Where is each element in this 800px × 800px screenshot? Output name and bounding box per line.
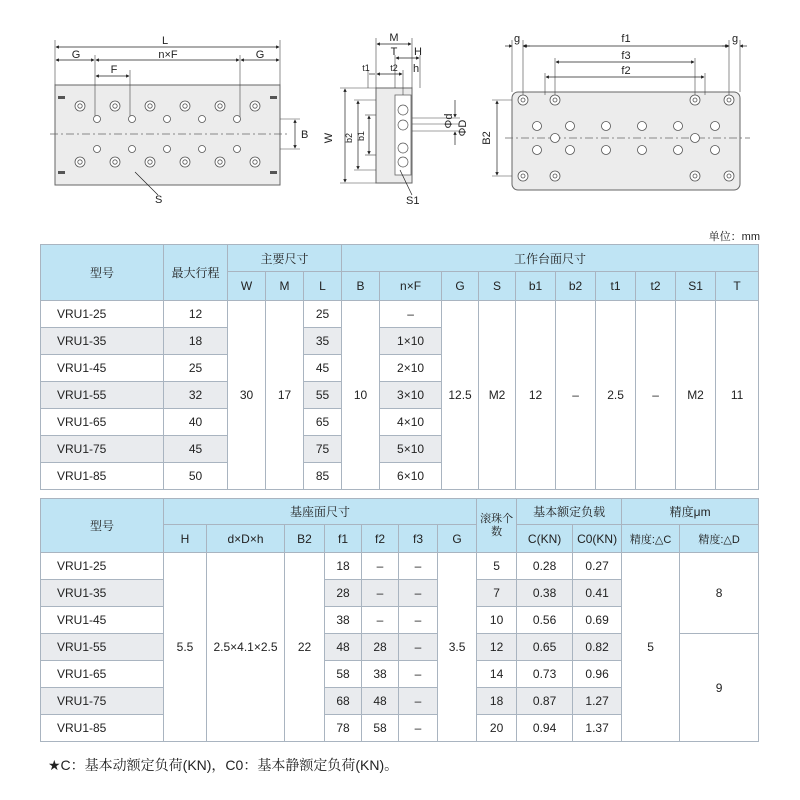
header-main-dims: 主要尺寸 [228, 245, 342, 272]
cell-f1: 78 [325, 715, 362, 742]
header-f2: f2 [362, 525, 399, 553]
cell-G: 12.5 [442, 301, 479, 490]
cell-model: VRU1-45 [41, 355, 164, 382]
cell-nxF: 2×10 [380, 355, 442, 382]
cell-S1: M2 [676, 301, 716, 490]
header-t2: t2 [636, 272, 676, 301]
cell-stroke: 18 [164, 328, 228, 355]
dim-label-f3: f3 [621, 50, 631, 62]
dim-label-G-left: G [71, 49, 81, 61]
cell-f2: 28 [362, 634, 399, 661]
cell-b2: – [556, 301, 596, 490]
dim-label-B2: B2 [481, 131, 493, 145]
dim-label-S1: S1 [406, 195, 420, 207]
cell-S: M2 [479, 301, 516, 490]
cell-L: 35 [304, 328, 342, 355]
header-S: S [479, 272, 516, 301]
cell-balls: 14 [477, 661, 517, 688]
cell-f1: 18 [325, 553, 362, 580]
cell-f3: – [399, 688, 438, 715]
cell-nxF: – [380, 301, 442, 328]
cell-balls: 7 [477, 580, 517, 607]
cell-model: VRU1-75 [41, 688, 164, 715]
header-table-dims: 工作台面尺寸 [342, 245, 759, 272]
cell-L: 25 [304, 301, 342, 328]
header-base-dims: 基座面尺寸 [164, 499, 477, 525]
cell-balls: 18 [477, 688, 517, 715]
cell-model: VRU1-65 [41, 409, 164, 436]
cell-balls: 5 [477, 553, 517, 580]
unit-note: 单位：mm [708, 231, 760, 243]
cell-f2: – [362, 553, 399, 580]
cell-b1: 12 [516, 301, 556, 490]
cell-t1: 2.5 [596, 301, 636, 490]
dim-label-phi-d: Φd [443, 113, 455, 129]
cell-f1: 58 [325, 661, 362, 688]
cell-C: 0.73 [517, 661, 573, 688]
cell-f1: 48 [325, 634, 362, 661]
dim-label-H: H [414, 46, 422, 58]
cell-f3: – [399, 661, 438, 688]
cell-model: VRU1-75 [41, 436, 164, 463]
cell-f3: – [399, 607, 438, 634]
table-row [41, 301, 759, 328]
cell-C0: 1.27 [573, 688, 622, 715]
dim-label-h: h [412, 63, 420, 75]
cell-nxF: 6×10 [380, 463, 442, 490]
dim-label-T: T [390, 46, 398, 58]
cell-L: 75 [304, 436, 342, 463]
header-G: G [438, 525, 477, 553]
header-t1: t1 [596, 272, 636, 301]
header-max-stroke: 最大行程 [164, 245, 228, 301]
spec-table-base [40, 498, 759, 742]
cell-stroke: 40 [164, 409, 228, 436]
dim-label-nxF: n×F [158, 49, 178, 61]
cell-f1: 68 [325, 688, 362, 715]
cell-balls: 12 [477, 634, 517, 661]
cell-model: VRU1-35 [41, 328, 164, 355]
header-f3: f3 [399, 525, 438, 553]
cell-model: VRU1-85 [41, 715, 164, 742]
dim-label-F: F [110, 64, 118, 76]
cell-C: 0.65 [517, 634, 573, 661]
top-view-table-body [55, 85, 280, 185]
spec-table-main [40, 244, 759, 490]
cell-f2: – [362, 580, 399, 607]
cell-stroke: 25 [164, 355, 228, 382]
dim-label-b2: b2 [344, 132, 354, 144]
cell-L: 45 [304, 355, 342, 382]
dim-label-b1: b1 [356, 130, 366, 142]
dim-label-t2: t2 [390, 63, 398, 73]
bottom-view-base [512, 92, 740, 190]
header-M: M [266, 272, 304, 301]
cell-f1: 38 [325, 607, 362, 634]
cell-f2: 48 [362, 688, 399, 715]
cell-f3: – [399, 580, 438, 607]
cell-stroke: 12 [164, 301, 228, 328]
header-accuracy: 精度μm [622, 499, 759, 525]
cell-balls: 20 [477, 715, 517, 742]
header-H: H [164, 525, 207, 553]
cell-model: VRU1-85 [41, 463, 164, 490]
dim-label-f2: f2 [621, 65, 631, 77]
header-accuracy-D: 精度:△D [680, 525, 759, 553]
header-f1: f1 [325, 525, 362, 553]
dim-label-L: L [161, 35, 169, 47]
cell-T: 11 [716, 301, 759, 490]
cell-C0: 0.82 [573, 634, 622, 661]
table-row [41, 553, 759, 580]
cell-stroke: 50 [164, 463, 228, 490]
cell-C: 0.87 [517, 688, 573, 715]
cell-G: 3.5 [438, 553, 477, 742]
cell-f1: 28 [325, 580, 362, 607]
top-view-drawing [50, 35, 308, 206]
header-W: W [228, 272, 266, 301]
dim-label-G-right: G [255, 49, 265, 61]
header-model: 型号 [41, 245, 164, 301]
header-B2: B2 [285, 525, 325, 553]
cell-t2: – [636, 301, 676, 490]
cell-L: 55 [304, 382, 342, 409]
dim-label-f1: f1 [621, 33, 631, 45]
cell-stroke: 45 [164, 436, 228, 463]
footnote: ★C：基本动额定负荷(KN)，C0：基本静额定负荷(KN)。 [48, 757, 399, 773]
cell-accuracy-D: 8 [680, 553, 759, 634]
header-B: B [342, 272, 380, 301]
cell-dDh: 2.5×4.1×2.5 [207, 553, 285, 742]
cell-f3: – [399, 715, 438, 742]
cell-L: 65 [304, 409, 342, 436]
technical-drawings [0, 0, 800, 235]
cell-C: 0.38 [517, 580, 573, 607]
header-b1: b1 [516, 272, 556, 301]
header-load: 基本额定负载 [517, 499, 622, 525]
cell-C: 0.56 [517, 607, 573, 634]
header-C0: C0(KN) [573, 525, 622, 553]
cell-model: VRU1-55 [41, 634, 164, 661]
cell-nxF: 5×10 [380, 436, 442, 463]
cell-accuracy-C: 5 [622, 553, 680, 742]
dim-label-g-left: g [513, 33, 521, 45]
bottom-view-drawing [481, 33, 750, 190]
header-T: T [716, 272, 759, 301]
cell-f2: 58 [362, 715, 399, 742]
cell-C: 0.28 [517, 553, 573, 580]
header-ball-count: 滚珠个数 [477, 499, 517, 553]
header-G: G [442, 272, 479, 301]
cell-balls: 10 [477, 607, 517, 634]
dim-label-phi-D: ΦD [457, 119, 469, 137]
cell-B: 10 [342, 301, 380, 490]
cell-accuracy-D: 9 [680, 634, 759, 742]
cell-stroke: 32 [164, 382, 228, 409]
header-model: 型号 [41, 499, 164, 553]
cell-C0: 1.37 [573, 715, 622, 742]
cell-M: 17 [266, 301, 304, 490]
cell-C0: 0.41 [573, 580, 622, 607]
cell-C0: 0.27 [573, 553, 622, 580]
header-C: C(KN) [517, 525, 573, 553]
cell-L: 85 [304, 463, 342, 490]
side-view-drawing [323, 32, 469, 207]
cell-H: 5.5 [164, 553, 207, 742]
cell-model: VRU1-25 [41, 301, 164, 328]
cell-nxF: 3×10 [380, 382, 442, 409]
header-b2: b2 [556, 272, 596, 301]
header-dDh: d×D×h [207, 525, 285, 553]
cell-f2: – [362, 607, 399, 634]
cell-model: VRU1-65 [41, 661, 164, 688]
cell-f3: – [399, 553, 438, 580]
cell-C0: 0.96 [573, 661, 622, 688]
header-accuracy-C: 精度:△C [622, 525, 680, 553]
cell-nxF: 1×10 [380, 328, 442, 355]
dim-label-S: S [155, 194, 163, 206]
cell-nxF: 4×10 [380, 409, 442, 436]
header-L: L [304, 272, 342, 301]
cell-f2: 38 [362, 661, 399, 688]
dim-label-W: W [323, 132, 335, 144]
cell-f3: – [399, 634, 438, 661]
cell-C0: 0.69 [573, 607, 622, 634]
cell-B2: 22 [285, 553, 325, 742]
dim-label-t1: t1 [362, 63, 370, 73]
dim-label-g-right: g [731, 33, 739, 45]
dim-label-B: B [301, 129, 309, 141]
cell-C: 0.94 [517, 715, 573, 742]
cell-model: VRU1-55 [41, 382, 164, 409]
cell-model: VRU1-45 [41, 607, 164, 634]
cell-W: 30 [228, 301, 266, 490]
cell-model: VRU1-25 [41, 553, 164, 580]
header-nxF: n×F [380, 272, 442, 301]
cell-model: VRU1-35 [41, 580, 164, 607]
header-S1: S1 [676, 272, 716, 301]
dim-label-M: M [389, 32, 399, 44]
